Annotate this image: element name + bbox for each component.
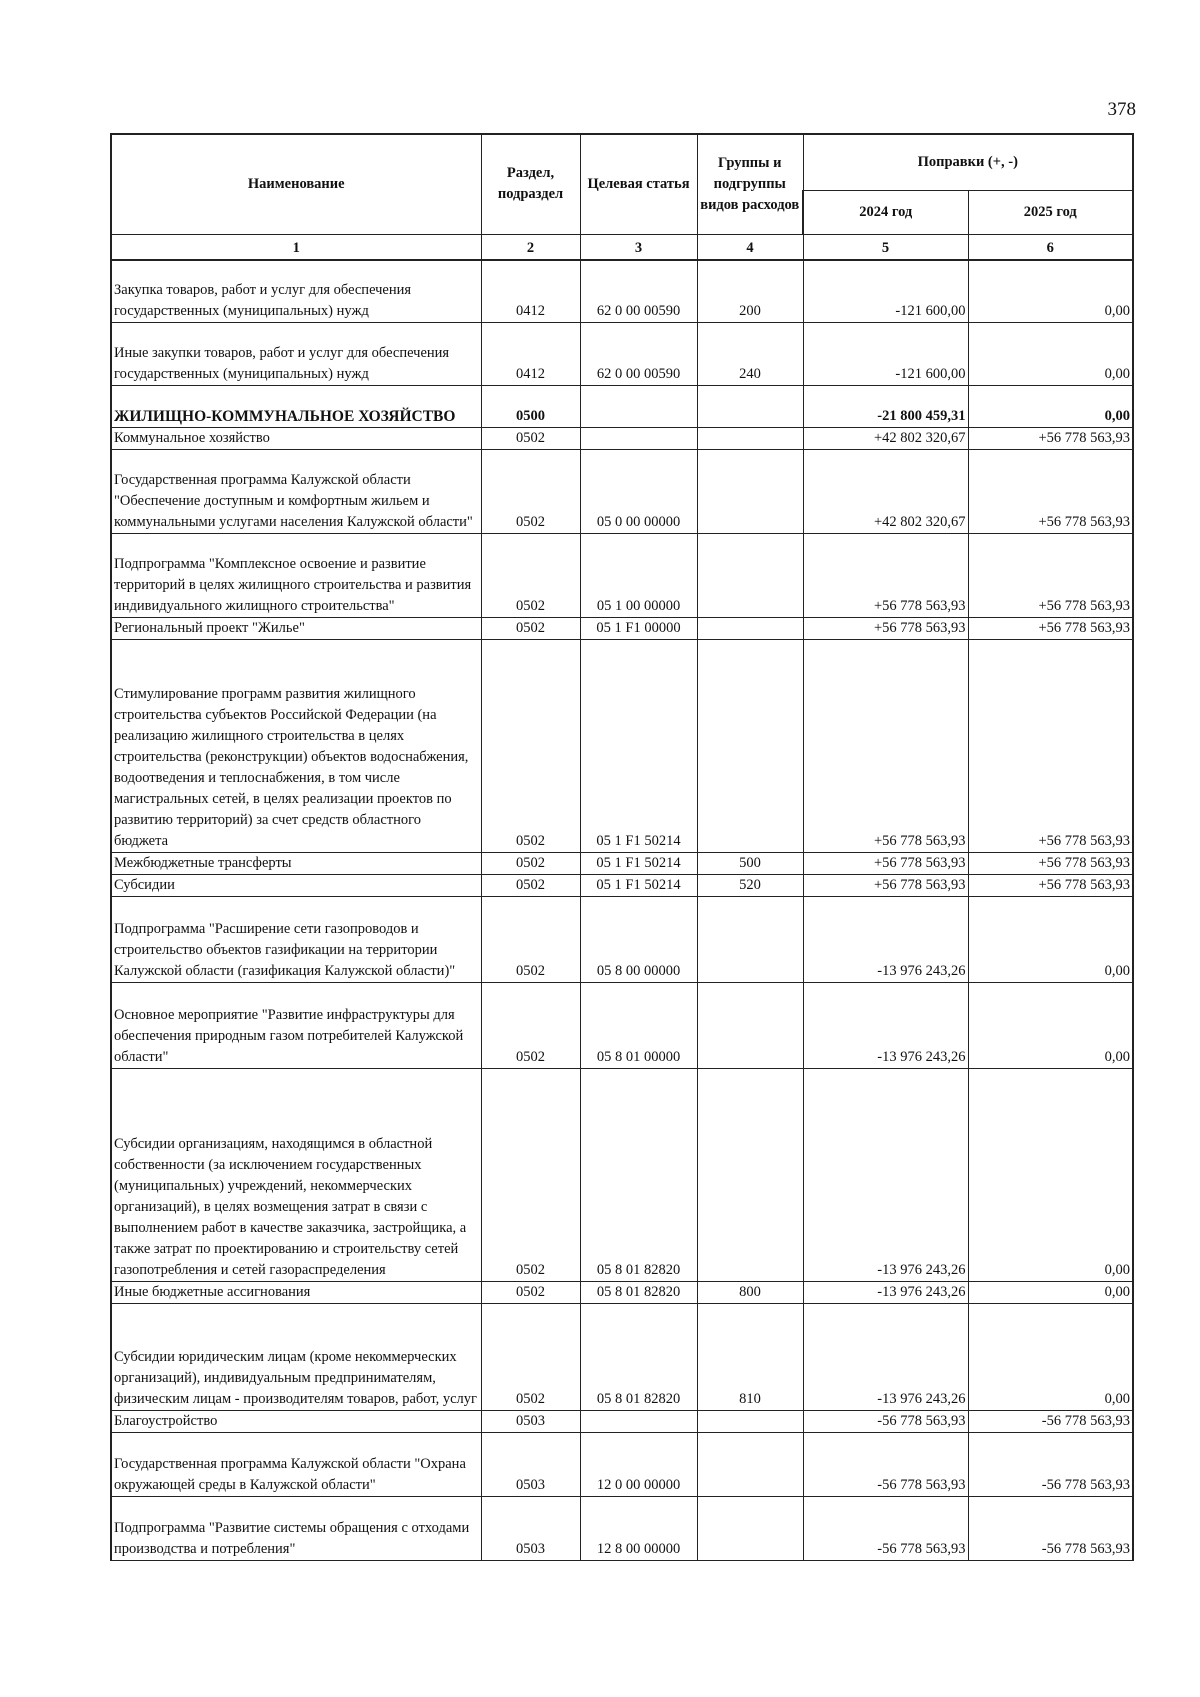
row-section: 0503	[481, 1411, 580, 1433]
row-name: Иные закупки товаров, работ и услуг для обеспечения государственных (муниципальных) нужд	[111, 323, 481, 386]
header-target: Целевая статья	[580, 134, 697, 234]
row-amount-2025: 0,00	[968, 386, 1133, 428]
row-group	[697, 983, 803, 1069]
row-section: 0502	[481, 983, 580, 1069]
row-amount-2025: 0,00	[968, 260, 1133, 323]
row-group	[697, 1497, 803, 1561]
row-amount-2024: -13 976 243,26	[803, 1069, 968, 1282]
table-row	[111, 450, 1133, 534]
row-amount-2024: -56 778 563,93	[803, 1411, 968, 1433]
row-name: Государственная программа Калужской области "Охрана окружающей среды в Калужской области"	[111, 1433, 481, 1497]
row-target	[580, 428, 697, 450]
row-section: 0412	[481, 323, 580, 386]
row-section: 0503	[481, 1497, 580, 1561]
row-section: 0502	[481, 1304, 580, 1411]
table-row	[111, 1282, 1133, 1304]
row-target: 05 1 F1 00000	[580, 618, 697, 640]
row-group	[697, 1433, 803, 1497]
row-amount-2024: -13 976 243,26	[803, 1282, 968, 1304]
row-amount-2024: +56 778 563,93	[803, 875, 968, 897]
column-number: 3	[580, 234, 697, 260]
row-target: 05 1 F1 50214	[580, 875, 697, 897]
row-amount-2024: -56 778 563,93	[803, 1497, 968, 1561]
row-name: Государственная программа Калужской области "Обеспечение доступным и комфортным жильем и коммунальными услугами населения Калужской области"	[111, 450, 481, 534]
row-group: 500	[697, 853, 803, 875]
row-amount-2025: 0,00	[968, 983, 1133, 1069]
column-number: 5	[803, 234, 968, 260]
row-target: 05 8 01 82820	[580, 1304, 697, 1411]
row-amount-2024: +56 778 563,93	[803, 853, 968, 875]
header-section: Раздел, подраздел	[481, 134, 580, 234]
table-row	[111, 260, 1133, 323]
row-section: 0502	[481, 897, 580, 983]
row-section: 0502	[481, 1282, 580, 1304]
column-numbers-row	[111, 234, 1133, 260]
row-name: Закупка товаров, работ и услуг для обеспечения государственных (муниципальных) нужд	[111, 260, 481, 323]
row-section: 0502	[481, 875, 580, 897]
row-section: 0502	[481, 853, 580, 875]
row-amount-2025: 0,00	[968, 323, 1133, 386]
budget-table	[110, 133, 1134, 1561]
row-target: 05 1 00 00000	[580, 534, 697, 618]
row-group: 800	[697, 1282, 803, 1304]
row-amount-2025: -56 778 563,93	[968, 1411, 1133, 1433]
row-group	[697, 1069, 803, 1282]
table-row	[111, 534, 1133, 618]
row-target	[580, 1411, 697, 1433]
row-target: 05 0 00 00000	[580, 450, 697, 534]
row-target	[580, 386, 697, 428]
column-number: 1	[111, 234, 481, 260]
row-name: Субсидии организациям, находящимся в областной собственности (за исключением государственных (муниципальных) учреждений, некоммерческих организаций), в целях возмещения затрат в связи с выполнением работ в качестве заказчика, застройщика, а также затрат по проектированию и строительству сетей газопотребления и сетей газораспределения	[111, 1069, 481, 1282]
row-name: Подпрограмма "Расширение сети газопроводов и строительство объектов газификации на территории Калужской области (газификация Калужской области)"	[111, 897, 481, 983]
table-row	[111, 1497, 1133, 1561]
row-amount-2025: +56 778 563,93	[968, 640, 1133, 853]
row-amount-2024: +56 778 563,93	[803, 534, 968, 618]
table-row	[111, 1304, 1133, 1411]
row-amount-2024: -13 976 243,26	[803, 983, 968, 1069]
row-section: 0502	[481, 450, 580, 534]
row-amount-2025: 0,00	[968, 1304, 1133, 1411]
row-name: ЖИЛИЩНО-КОММУНАЛЬНОЕ ХОЗЯЙСТВО	[111, 386, 481, 428]
table-row	[111, 853, 1133, 875]
row-section: 0502	[481, 428, 580, 450]
table-row	[111, 897, 1133, 983]
row-amount-2025: +56 778 563,93	[968, 853, 1133, 875]
row-amount-2024: +56 778 563,93	[803, 618, 968, 640]
table-row	[111, 1433, 1133, 1497]
row-name: Благоустройство	[111, 1411, 481, 1433]
row-amount-2024: +42 802 320,67	[803, 450, 968, 534]
row-amount-2025: +56 778 563,93	[968, 428, 1133, 450]
row-name: Субсидии	[111, 875, 481, 897]
row-section: 0412	[481, 260, 580, 323]
row-group	[697, 450, 803, 534]
row-name: Межбюджетные трансферты	[111, 853, 481, 875]
row-target: 12 8 00 00000	[580, 1497, 697, 1561]
row-amount-2024: -13 976 243,26	[803, 1304, 968, 1411]
row-name: Региональный проект "Жилье"	[111, 618, 481, 640]
row-group	[697, 386, 803, 428]
row-amount-2024: -56 778 563,93	[803, 1433, 968, 1497]
row-section: 0502	[481, 640, 580, 853]
header-year-2025: 2025 год	[968, 190, 1133, 234]
row-amount-2025: -56 778 563,93	[968, 1497, 1133, 1561]
row-group	[697, 618, 803, 640]
row-target: 05 1 F1 50214	[580, 853, 697, 875]
row-group: 520	[697, 875, 803, 897]
row-target: 62 0 00 00590	[580, 323, 697, 386]
table-row	[111, 1411, 1133, 1433]
column-number: 2	[481, 234, 580, 260]
row-amount-2025: 0,00	[968, 1069, 1133, 1282]
row-name: Коммунальное хозяйство	[111, 428, 481, 450]
row-amount-2024: -121 600,00	[803, 260, 968, 323]
table-row	[111, 640, 1133, 853]
row-amount-2024: -121 600,00	[803, 323, 968, 386]
row-target: 05 1 F1 50214	[580, 640, 697, 853]
column-number: 6	[968, 234, 1133, 260]
row-section: 0502	[481, 1069, 580, 1282]
row-name: Стимулирование программ развития жилищного строительства субъектов Российской Федерации (на реализацию жилищного строительства в целях строительства (реконструкции) объектов водоснабжения, водоотведения и теплоснабжения, в том числе магистральных сетей, в целях реализации проектов по развитию территорий) за счет средств областного бюджета	[111, 640, 481, 853]
row-target: 12 0 00 00000	[580, 1433, 697, 1497]
row-amount-2025: +56 778 563,93	[968, 618, 1133, 640]
header-year-2024: 2024 год	[803, 190, 968, 234]
row-group	[697, 1411, 803, 1433]
row-section: 0502	[481, 618, 580, 640]
table-row	[111, 875, 1133, 897]
table-row	[111, 323, 1133, 386]
table-row	[111, 983, 1133, 1069]
row-name: Иные бюджетные ассигнования	[111, 1282, 481, 1304]
row-name: Подпрограмма "Комплексное освоение и развитие территорий в целях жилищного строительства и развития индивидуального жилищного строительства"	[111, 534, 481, 618]
row-group	[697, 534, 803, 618]
row-target: 05 8 01 82820	[580, 1069, 697, 1282]
row-section: 0503	[481, 1433, 580, 1497]
header-name: Наименование	[111, 134, 481, 234]
row-group: 240	[697, 323, 803, 386]
row-amount-2024: +42 802 320,67	[803, 428, 968, 450]
row-amount-2025: 0,00	[968, 897, 1133, 983]
row-group	[697, 640, 803, 853]
table-row	[111, 428, 1133, 450]
row-target: 05 8 01 00000	[580, 983, 697, 1069]
row-section: 0500	[481, 386, 580, 428]
table-row	[111, 386, 1133, 428]
row-target: 62 0 00 00590	[580, 260, 697, 323]
row-amount-2024: +56 778 563,93	[803, 640, 968, 853]
row-amount-2024: -21 800 459,31	[803, 386, 968, 428]
row-target: 05 8 00 00000	[580, 897, 697, 983]
table-row	[111, 1069, 1133, 1282]
table-row	[111, 618, 1133, 640]
row-name: Субсидии юридическим лицам (кроме некоммерческих организаций), индивидуальным предпринимателям, физическим лицам - производителям товаров, работ, услуг	[111, 1304, 481, 1411]
row-group	[697, 428, 803, 450]
header-groups: Группы и подгруппы видов расходов	[697, 134, 803, 234]
row-amount-2025: +56 778 563,93	[968, 450, 1133, 534]
row-target: 05 8 01 82820	[580, 1282, 697, 1304]
row-amount-2025: +56 778 563,93	[968, 875, 1133, 897]
row-group	[697, 897, 803, 983]
row-group: 810	[697, 1304, 803, 1411]
row-section: 0502	[481, 534, 580, 618]
page-number: 378	[1107, 99, 1136, 120]
row-amount-2024: -13 976 243,26	[803, 897, 968, 983]
row-amount-2025: 0,00	[968, 1282, 1133, 1304]
column-number: 4	[697, 234, 803, 260]
row-amount-2025: +56 778 563,93	[968, 534, 1133, 618]
row-amount-2025: -56 778 563,93	[968, 1433, 1133, 1497]
row-name: Основное мероприятие "Развитие инфраструктуры для обеспечения природным газом потребителей Калужской области"	[111, 983, 481, 1069]
header-amendments: Поправки (+, -)	[803, 134, 1133, 190]
row-name: Подпрограмма "Развитие системы обращения с отходами производства и потребления"	[111, 1497, 481, 1561]
row-group: 200	[697, 260, 803, 323]
